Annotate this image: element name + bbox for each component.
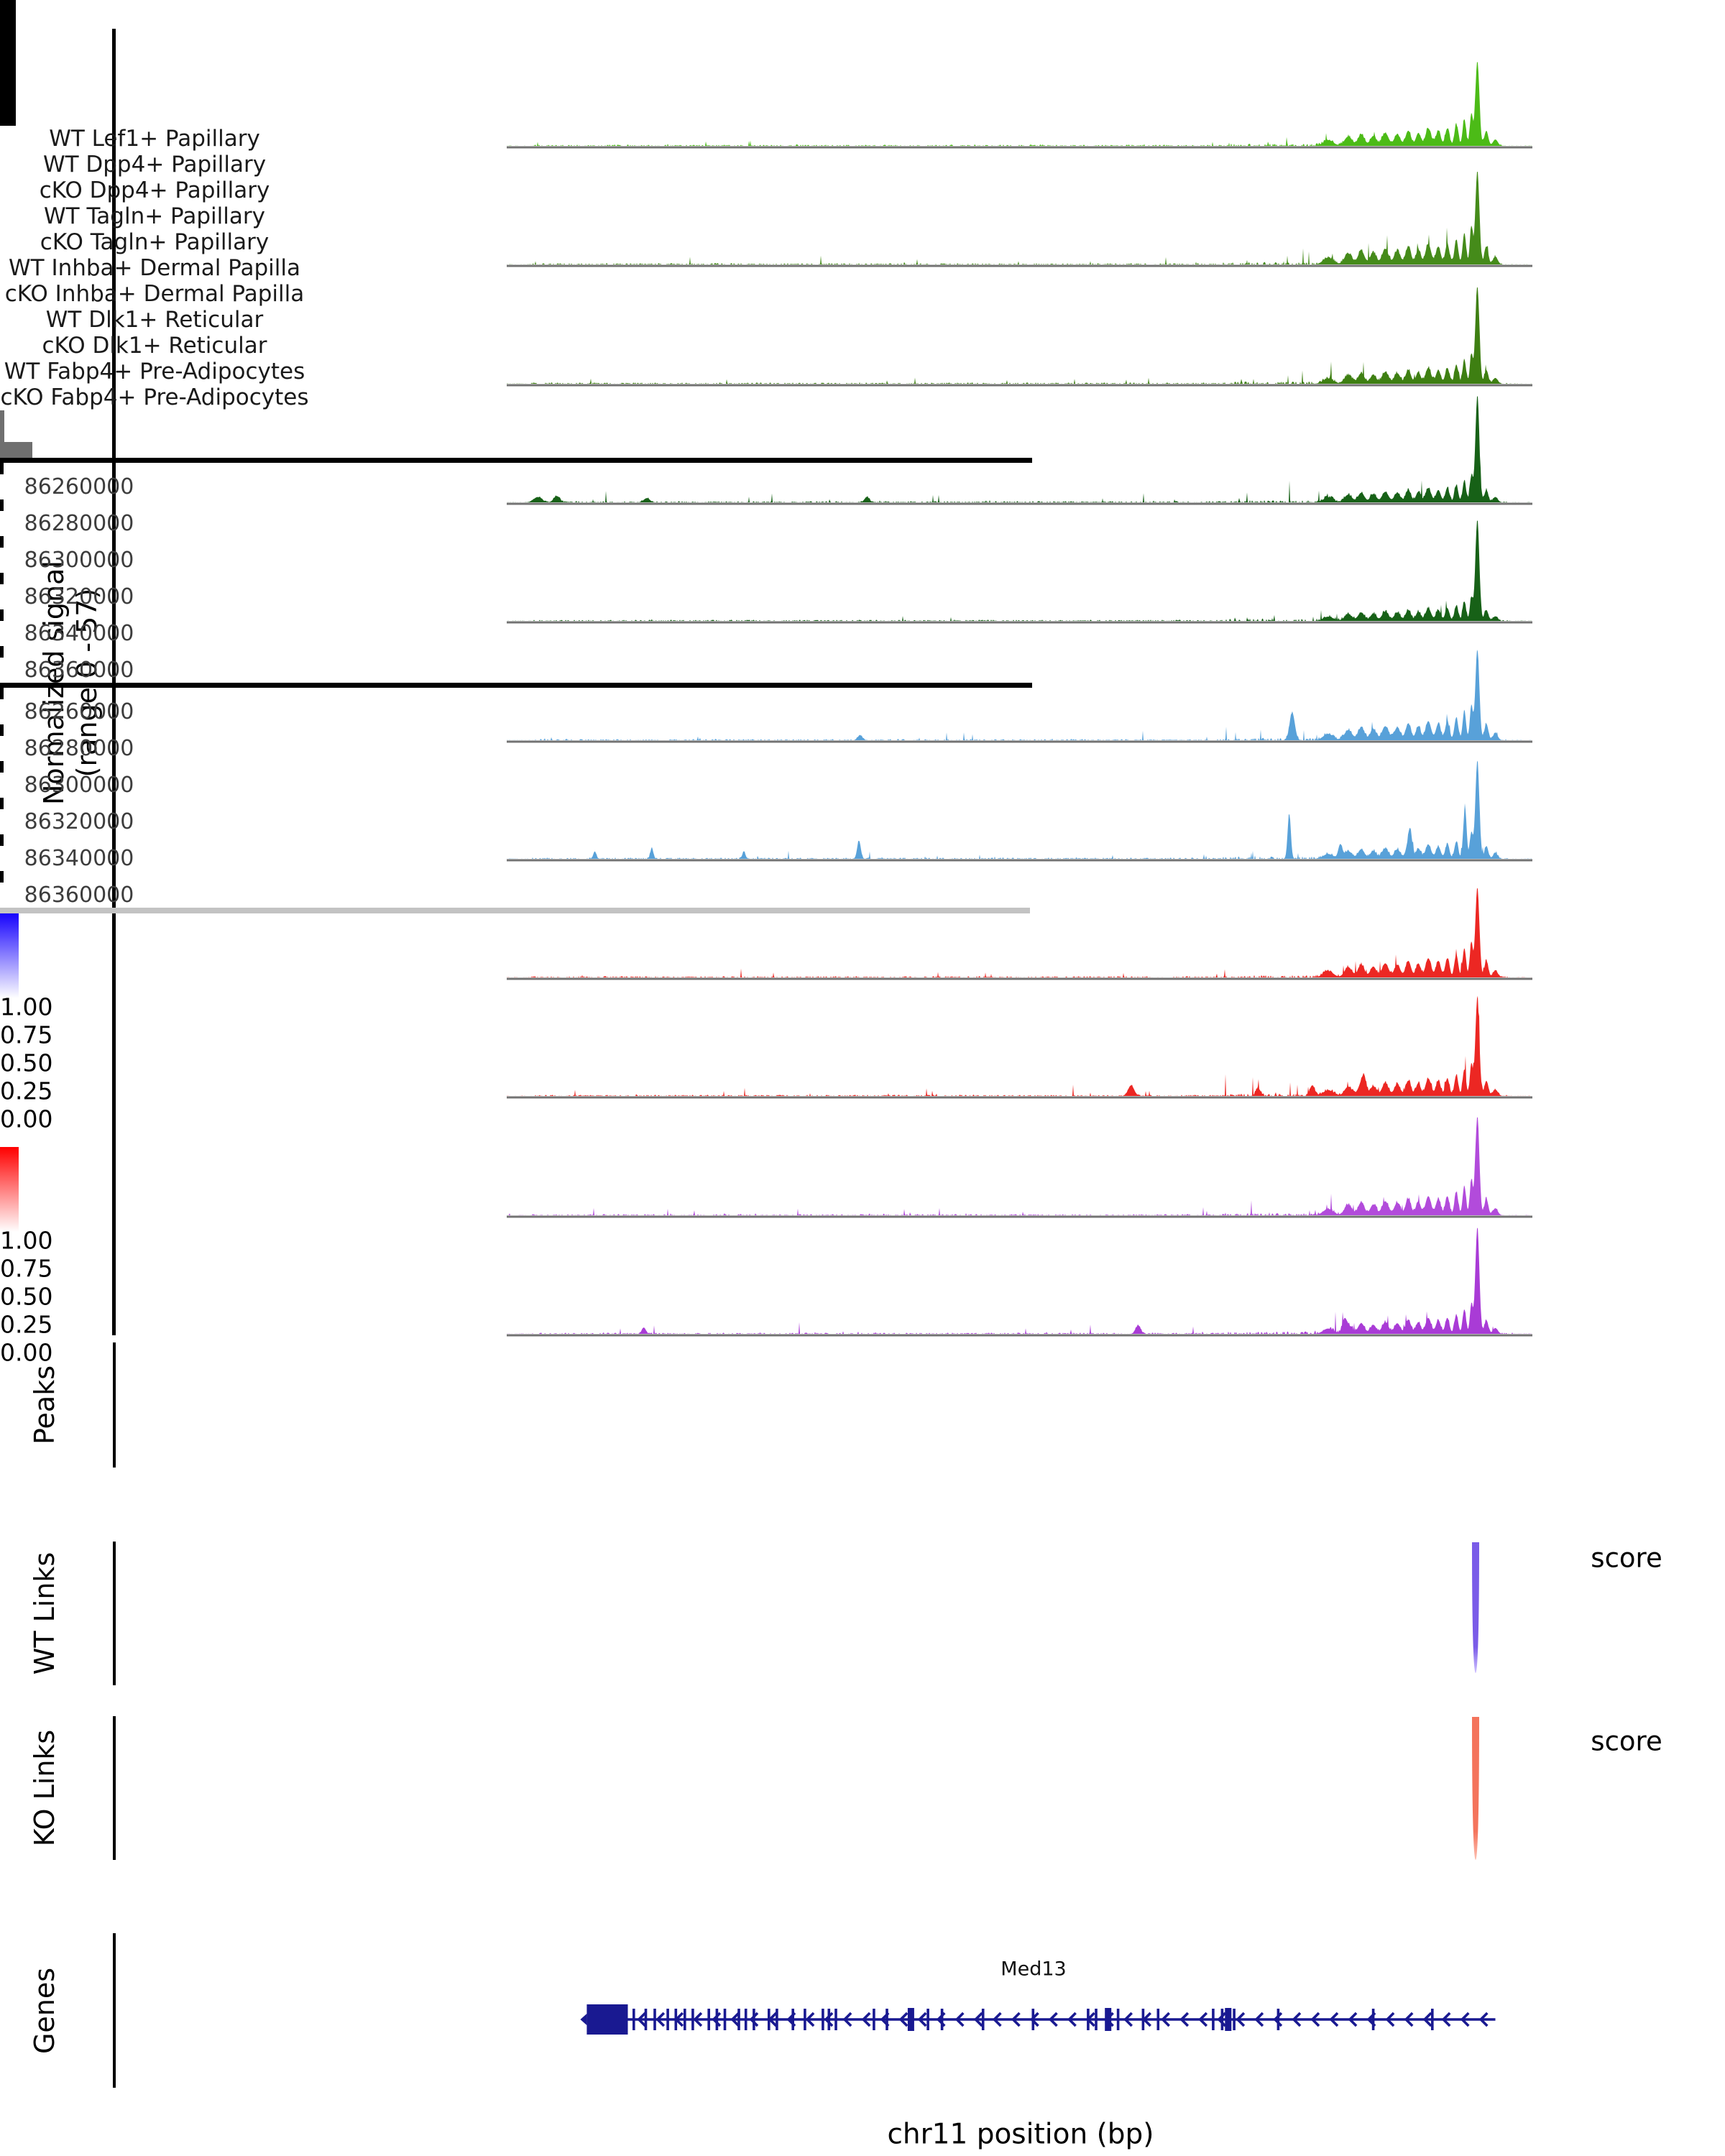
wt-score-label: 0.50 [0,1049,53,1077]
track-baseline [507,978,1532,980]
signal-area [507,62,1532,146]
signal-track-3 [507,277,1532,387]
exon-tick [768,2009,770,2030]
x-tick-label: 86360000 [24,658,134,683]
wt-score-gradient-bar [0,913,19,998]
x-tick-label: 86280000 [24,511,134,536]
track-baseline [507,1216,1532,1218]
section-label-wt-links: WT Links [29,1552,60,1675]
signal-area [507,287,1532,384]
ko-score-label: 1.00 [0,1226,53,1255]
exon-tick [873,2009,875,2030]
signal-track-6 [507,634,1532,743]
genome-axis-tick [0,463,4,474]
x-tick-label: 86340000 [24,621,134,646]
x-tick-label: 86320000 [24,584,134,609]
exon-tick [982,2009,985,2030]
exon-tick [1212,2009,1215,2030]
signal-track-5 [507,515,1532,624]
exon-tick [753,2009,755,2030]
signal-track-1 [507,40,1532,149]
exon-thick [1105,2008,1111,2031]
exon-tick [632,2009,635,2030]
x-tick-label: 86320000 [24,809,134,834]
genome-axis-tick [0,609,4,621]
exon-tick [1032,2009,1035,2030]
x-tick-label: 86300000 [24,548,134,573]
signal-area [507,888,1532,977]
genome-axis-tick [0,573,4,584]
x-tick-label: 86360000 [24,883,134,908]
exon-tick [1277,2009,1280,2030]
ko-link-arc [1467,1717,1484,1866]
wt-score-label: 0.75 [0,1021,53,1049]
peak-interval [0,426,4,442]
x-tick-label: 86300000 [24,773,134,798]
wt-score-label: 1.00 [0,992,53,1021]
track-label-4: WT Tagln+ Papillary [44,203,265,229]
exon-tick [791,2009,794,2030]
exon-tick [707,2009,710,2030]
exon-tick [886,2009,888,2030]
exon-tick [804,2009,806,2030]
track-baseline [507,860,1532,862]
track-baseline [507,503,1532,505]
exon-tick [1087,2009,1090,2030]
track-label-5: cKO Tagln+ Papillary [40,229,270,255]
signal-area [507,172,1532,264]
exon-tick [653,2009,656,2030]
exon-tick [666,2009,669,2030]
track-label-11: cKO Fabp4+ Pre-Adipocytes [0,384,309,410]
exon-tick [716,2009,719,2030]
exon-tick [776,2009,778,2030]
track-label-6: WT Inhba+ Dermal Papilla [9,255,300,281]
peak-interval [0,442,32,458]
track-label-7: cKO Inhba+ Dermal Papilla [4,281,305,307]
exon-tick [926,2009,929,2030]
wt-score-legend-title: score [1591,1542,1662,1574]
exon-tick [745,2009,748,2030]
exon-thick [1225,2008,1231,2031]
track-baseline [507,265,1532,267]
signal-track-7 [507,752,1532,862]
exon-tick [822,2009,824,2030]
exon-thick [908,2008,914,2031]
x-tick-label: 86260000 [24,699,134,724]
track-baseline [507,147,1532,149]
genome-axis-tick [0,724,4,736]
exon-tick [1431,2009,1434,2030]
signal-track-2 [507,158,1532,267]
ko-score-label: 0.00 [0,1338,53,1367]
gene-end-arrow-icon [580,2014,586,2025]
exon-tick [828,2009,831,2030]
genome-axis-tick [0,499,4,511]
exon-tick [691,2009,694,2030]
exon-tick [1095,2009,1098,2030]
exon-tick [1221,2009,1224,2030]
ko-score-legend-title: score [1591,1726,1662,1757]
exon-tick [684,2009,686,2030]
genome-axis-tick [0,761,4,773]
signal-area [507,650,1532,740]
exon-tick [1372,2009,1375,2030]
track-label-3: cKO Dpp4+ Papillary [39,178,270,203]
track-baseline [507,384,1532,387]
track-label-2: WT Dpp4+ Papillary [42,152,267,178]
exon-tick [1117,2009,1120,2030]
gene-model-Med13 [507,1989,1532,2050]
genome-axis-tick [0,646,4,658]
exon-tick [1233,2009,1236,2030]
ko-score-label: 0.50 [0,1282,53,1311]
section-label-peaks: Peaks [29,1365,60,1445]
exon-tick [724,2009,727,2030]
signal-area [507,761,1532,860]
exon-tick [941,2009,944,2030]
gene-name-label: Med13 [1000,1958,1067,1981]
track-label-8: WT Dlk1+ Reticular [45,307,264,333]
x-axis-title: chr11 position (bp) [887,2118,1154,2151]
signal-track-4 [507,396,1532,505]
genome-axis-tick [0,536,4,548]
signal-area [507,396,1532,502]
ko-link-spike [1472,1717,1479,1860]
gene-terminal-exon-box [586,2004,627,2035]
genome-axis-tick [0,871,4,883]
wt-score-label: 0.25 [0,1077,53,1105]
peak-interval [0,410,4,426]
exon-tick [737,2009,740,2030]
genome-axis-tick [0,798,4,809]
section-label-genes: Genes [29,1967,60,2055]
genome-axis-tick [0,688,4,699]
signal-track-8 [507,871,1532,980]
signal-area [507,520,1532,621]
x-tick-label: 86280000 [24,736,134,761]
x-tick-label: 86340000 [24,846,134,871]
ko-score-label: 0.75 [0,1254,53,1283]
track-label-1: WT Lef1+ Papillary [49,126,260,152]
wt-link-arc [1467,1542,1484,1679]
wt-score-label: 0.00 [0,1105,53,1133]
exon-tick [645,2009,648,2030]
ko-score-label: 0.25 [0,1310,53,1339]
ko-score-gradient-bar [0,1147,19,1232]
genome-axis-tick [0,834,4,846]
exon-tick [675,2009,678,2030]
x-tick-label: 86260000 [24,474,134,499]
track-baseline [507,741,1532,743]
track-baseline [507,622,1532,624]
wt-link-spike [1472,1542,1479,1673]
section-label-ko-links: KO Links [29,1729,60,1847]
track-label-9: cKO Dlk1+ Reticular [42,333,267,359]
exon-tick [1142,2009,1145,2030]
exon-tick [1157,2009,1160,2030]
track-label-10: WT Fabp4+ Pre-Adipocytes [4,359,305,384]
exon-tick [834,2009,837,2030]
